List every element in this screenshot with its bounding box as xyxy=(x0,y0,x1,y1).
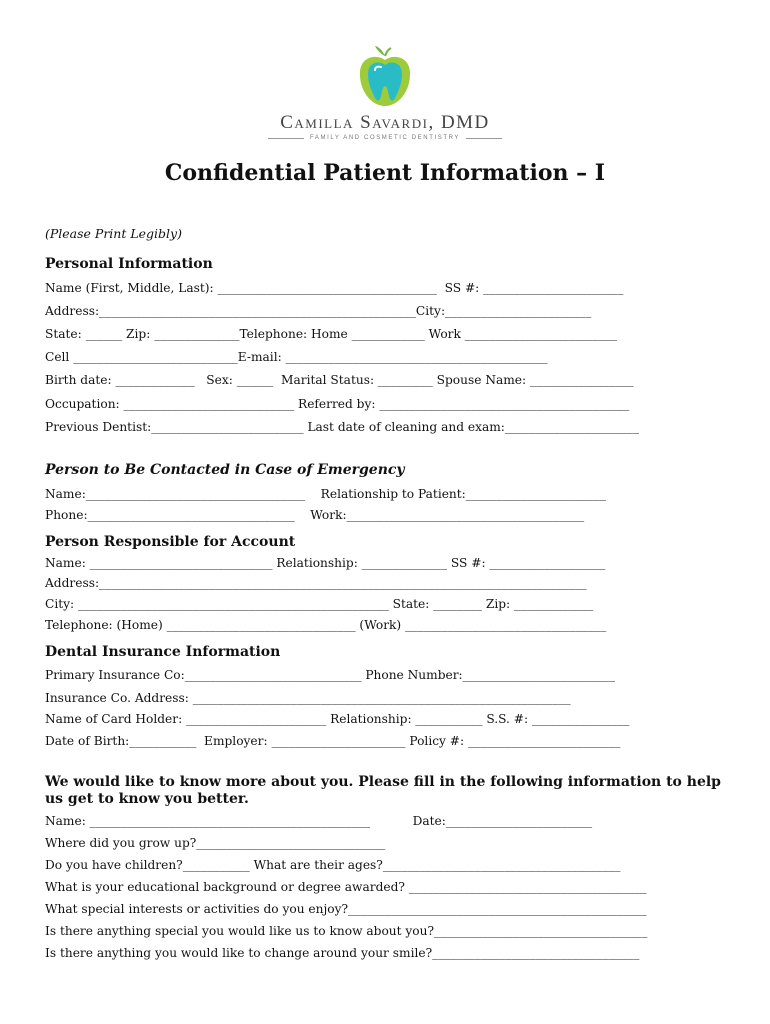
form-line[interactable]: Occupation: ____________________________ Referred by: _________________________________________ xyxy=(45,397,630,411)
section-heading-about: We would like to know more about you. Please fill in the following information to help us get to know you better. xyxy=(45,774,721,807)
form-line[interactable]: Name (First, Middle, Last): ____________________________________ SS #: _______________________ xyxy=(45,281,624,295)
section-heading-emergency: Person to Be Contacted in Case of Emergency xyxy=(45,462,405,478)
tagline-rule-right xyxy=(466,138,502,139)
form-line[interactable]: Do you have children?___________ What are their ages?_______________________________________ xyxy=(45,858,621,872)
form-line[interactable]: Insurance Co. Address: ______________________________________________________________ xyxy=(45,691,571,705)
form-line[interactable]: Name of Card Holder: _______________________ Relationship: ___________ S.S. #: ________________ xyxy=(45,712,630,726)
form-line[interactable]: Telephone: (Home) _______________________________ (Work) _________________________________ xyxy=(45,618,607,632)
tagline-rule-left xyxy=(268,138,304,139)
section-heading-responsible: Person Responsible for Account xyxy=(45,534,296,550)
form-line[interactable]: Name: ______________________________ Relationship: ______________ SS #: ___________________ xyxy=(45,556,606,570)
form-title: Confidential Patient Information – I xyxy=(164,160,606,186)
practice-name: Camilla Savardi, DMD xyxy=(280,112,490,133)
form-line[interactable]: Date of Birth:___________ Employer: ______________________ Policy #: _________________________ xyxy=(45,734,621,748)
form-line[interactable]: Name:____________________________________ Relationship to Patient:_______________________ xyxy=(45,487,606,501)
form-line[interactable]: Name: ______________________________________________ Date:________________________ xyxy=(45,814,593,828)
form-line[interactable]: Is there anything special you would like us to know about you?___________________________________ xyxy=(45,924,648,938)
form-line[interactable]: Cell ___________________________E-mail: ___________________________________________ xyxy=(45,350,548,364)
section-heading-insurance: Dental Insurance Information xyxy=(45,644,281,660)
form-line[interactable]: Where did you grow up?_______________________________ xyxy=(45,836,386,850)
form-line[interactable]: What special interests or activities do you enjoy?_________________________________________________ xyxy=(45,902,647,916)
form-line[interactable]: Address:________________________________________________________________________________ xyxy=(45,576,587,590)
form-line[interactable]: Is there anything you would like to change around your smile?__________________________________ xyxy=(45,946,640,960)
practice-tagline: FAMILY AND COSMETIC DENTISTRY xyxy=(309,135,461,141)
form-line[interactable]: What is your educational background or degree awarded? _______________________________________ xyxy=(45,880,647,894)
tagline-row xyxy=(0,135,770,141)
form-line[interactable]: Previous Dentist:_________________________ Last date of cleaning and exam:______________________ xyxy=(45,420,639,434)
section-heading-personal: Personal Information xyxy=(45,256,213,272)
form-line[interactable]: State: ______ Zip: ______________Telephone: Home ____________ Work _________________________ xyxy=(45,327,618,341)
form-line[interactable]: Phone:__________________________________ Work:_______________________________________ xyxy=(45,508,585,522)
practice-logo xyxy=(0,46,770,141)
apple-tooth-logo-icon xyxy=(355,46,415,108)
form-line[interactable]: Primary Insurance Co:_____________________________ Phone Number:_________________________ xyxy=(45,668,615,682)
form-line[interactable]: Birth date: _____________ Sex: ______ Marital Status: _________ Spouse Name: _________________ xyxy=(45,373,634,387)
form-line[interactable]: Address:____________________________________________________City:________________________ xyxy=(45,304,592,318)
form-line[interactable]: City: ___________________________________________________ State: ________ Zip: _____________ xyxy=(45,597,594,611)
print-legibly-note: (Please Print Legibly) xyxy=(45,226,182,241)
